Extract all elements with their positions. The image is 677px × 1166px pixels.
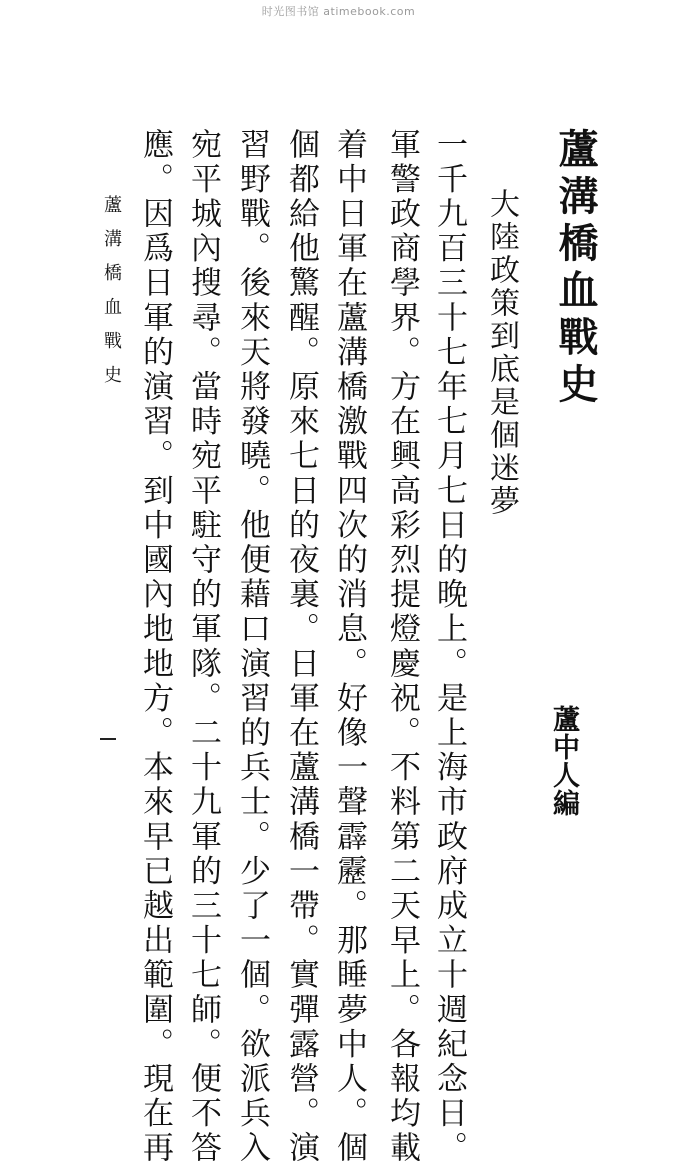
body-column-1: 一千九百三十七年七月七日的晚上。是上海市政府成立十週紀念日。 (431, 128, 467, 1166)
author-byline: 蘆中人編 (548, 705, 579, 817)
running-head: 蘆溝橋血戰史 (101, 195, 122, 399)
body-column-3: 着中日軍在蘆溝橋激戰四次的消息。好像一聲霹靂。那睡夢中人。個 (331, 128, 367, 1166)
body-column-4: 個都給他驚醒。原來七日的夜裏。日軍在蘆溝橋一帶。實彈露營。演 (283, 128, 319, 1166)
body-column-6: 宛平城內搜尋。當時宛平駐守的軍隊。二十九軍的三十七師。便不答 (185, 128, 221, 1166)
page-title: 蘆溝橋血戰史 (552, 128, 599, 410)
page-mark (100, 738, 116, 740)
body-column-2: 軍警政商學界。方在興高彩烈提燈慶祝。不料第二天早上。各報均載 (384, 128, 420, 1166)
site-watermark: 时光图书馆 atimebook.com (261, 5, 416, 18)
page-subtitle: 大陸政策到底是個迷夢 (484, 188, 519, 518)
body-column-7: 應。因爲日軍的演習。到中國內地地方。本來早已越出範圍。現在再 (137, 128, 173, 1166)
body-column-5: 習野戰。後來天將發曉。他便藉口演習的兵士。少了一個。欲派兵入 (234, 128, 270, 1166)
